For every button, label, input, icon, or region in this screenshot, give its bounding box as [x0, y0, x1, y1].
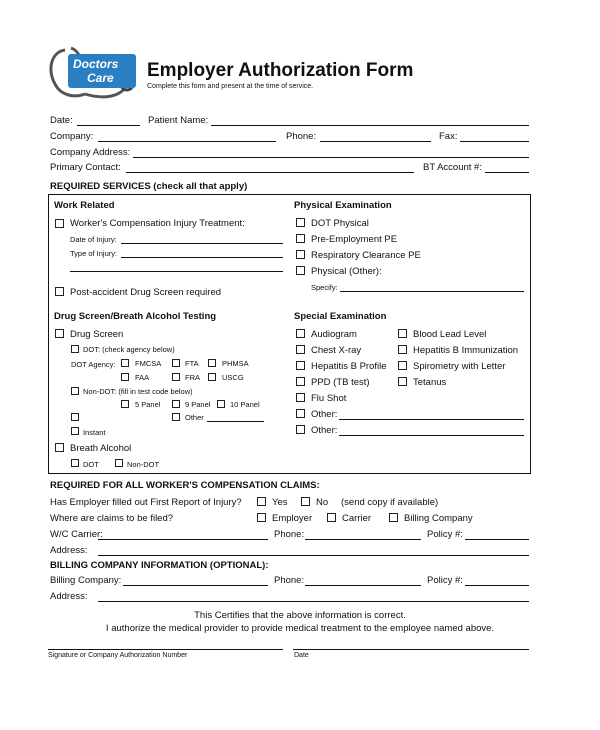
uscg-label: USCG: [222, 373, 244, 382]
physical-other-checkbox[interactable]: [296, 266, 305, 275]
non-dot-checkbox[interactable]: [71, 387, 79, 395]
phmsa-label: PHMSA: [222, 359, 249, 368]
10-panel-checkbox[interactable]: [217, 400, 225, 408]
company-address-field[interactable]: [133, 157, 529, 158]
company-address-label: Company Address:: [50, 147, 131, 158]
5-panel-checkbox[interactable]: [121, 400, 129, 408]
injury-extra-field[interactable]: [70, 271, 283, 272]
signature-date-field[interactable]: [293, 649, 529, 650]
special-other-2-field[interactable]: [339, 435, 524, 436]
fra-checkbox[interactable]: [172, 373, 180, 381]
billing-address-label: Address:: [50, 591, 88, 602]
instant-label: Instant: [83, 428, 106, 437]
filed-employer-checkbox[interactable]: [257, 513, 266, 522]
drug-screen-label: Drug Screen: [70, 329, 124, 340]
faa-label: FAA: [135, 373, 150, 382]
ba-non-dot-checkbox[interactable]: [115, 459, 123, 467]
phone-label: Phone:: [286, 131, 317, 142]
signature-label: Signature or Company Authorization Number: [48, 652, 188, 659]
work-related-heading: Work Related: [54, 200, 115, 211]
10-panel-label: 10 Panel: [230, 400, 260, 409]
signature-date-label: Date: [294, 652, 309, 659]
billing-policy-label: Policy #:: [427, 575, 463, 586]
special-other-1-field[interactable]: [339, 419, 524, 420]
dot-physical-checkbox[interactable]: [296, 218, 305, 227]
special-other-1-label: Other:: [311, 409, 338, 420]
uscg-checkbox[interactable]: [208, 373, 216, 381]
post-accident-label: Post-accident Drug Screen required: [70, 287, 222, 298]
comp-injury-checkbox[interactable]: [55, 219, 64, 228]
spirometry-label: Spirometry with Letter: [413, 361, 506, 372]
wc-phone-label: Phone:: [274, 529, 305, 540]
primary-contact-label: Primary Contact:: [50, 162, 121, 173]
tetanus-label: Tetanus: [413, 377, 447, 388]
instant-blank-checkbox[interactable]: [71, 413, 79, 421]
panel-other-field[interactable]: [207, 421, 264, 422]
respiratory-clearance-label: Respiratory Clearance PE: [311, 250, 421, 261]
hep-b-immunization-checkbox[interactable]: [398, 345, 407, 354]
logo-line2: Care: [87, 71, 114, 85]
wc-policy-label: Policy #:: [427, 529, 463, 540]
respiratory-clearance-checkbox[interactable]: [296, 250, 305, 259]
fmcsa-label: FMCSA: [135, 359, 162, 368]
chest-xray-label: Chest X-ray: [311, 345, 362, 356]
date-of-injury-field[interactable]: [121, 243, 283, 244]
wc-phone-field[interactable]: [305, 539, 421, 540]
flu-shot-checkbox[interactable]: [296, 393, 305, 402]
non-dot-label: Non-DOT: (fill in test code below): [83, 387, 193, 396]
signature-field[interactable]: [48, 649, 283, 650]
fta-label: FTA: [185, 359, 199, 368]
fra-label: FRA: [185, 373, 200, 382]
billing-heading: BILLING COMPANY INFORMATION (OPTIONAL):: [50, 560, 269, 571]
ba-dot-checkbox[interactable]: [71, 459, 79, 467]
first-report-yes-checkbox[interactable]: [257, 497, 266, 506]
fta-checkbox[interactable]: [172, 359, 180, 367]
type-of-injury-field[interactable]: [121, 257, 283, 258]
specify-field[interactable]: [340, 291, 524, 292]
filed-carrier-label: Carrier: [342, 513, 372, 524]
pre-employment-pe-label: Pre-Employment PE: [311, 234, 398, 245]
faa-checkbox[interactable]: [121, 373, 129, 381]
filed-employer-label: Employer: [272, 513, 313, 524]
billing-company-label: Billing Company:: [50, 575, 122, 586]
physical-other-label: Physical (Other):: [311, 266, 382, 277]
fax-label: Fax:: [439, 131, 458, 142]
first-report-no-label: No: [316, 497, 329, 508]
post-accident-checkbox[interactable]: [55, 287, 64, 296]
date-label: Date:: [50, 115, 73, 126]
company-label: Company:: [50, 131, 94, 142]
breath-alcohol-checkbox[interactable]: [55, 443, 64, 452]
phone-field[interactable]: [320, 141, 431, 142]
audiogram-label: Audiogram: [311, 329, 357, 340]
special-exam-heading: Special Examination: [294, 311, 387, 322]
patient-name-field[interactable]: [211, 125, 529, 126]
9-panel-label: 9 Panel: [185, 400, 211, 409]
flu-shot-label: Flu Shot: [311, 393, 347, 404]
ba-dot-label: DOT: [83, 460, 99, 469]
drug-screen-heading: Drug Screen/Breath Alcohol Testing: [54, 311, 217, 322]
logo-line1: Doctors: [73, 57, 119, 71]
physical-exam-heading: Physical Examination: [294, 200, 392, 211]
where-filed-label: Where are claims to be filed?: [50, 513, 174, 524]
breath-alcohol-label: Breath Alcohol: [70, 443, 132, 454]
company-field[interactable]: [98, 141, 276, 142]
dot-check-label: DOT: (check agency below): [83, 345, 175, 354]
bt-account-field[interactable]: [485, 172, 529, 173]
hep-b-profile-checkbox[interactable]: [296, 361, 305, 370]
5-panel-label: 5 Panel: [135, 400, 161, 409]
hep-b-immunization-label: Hepatitis B Immunization: [413, 345, 519, 356]
ba-non-dot-label: Non-DOT: [127, 460, 160, 469]
bt-account-label: BT Account #:: [423, 162, 482, 173]
wc-policy-field[interactable]: [465, 539, 529, 540]
filed-billing-company-checkbox[interactable]: [389, 513, 398, 522]
wc-carrier-label: W/C Carrier:: [50, 529, 103, 540]
pre-employment-pe-checkbox[interactable]: [296, 234, 305, 243]
first-report-yes-label: Yes: [272, 497, 288, 508]
primary-contact-field[interactable]: [126, 172, 414, 173]
wc-address-label: Address:: [50, 545, 88, 556]
type-of-injury-label: Type of Injury:: [70, 249, 118, 258]
filed-carrier-checkbox[interactable]: [327, 513, 336, 522]
blood-lead-label: Blood Lead Level: [413, 329, 487, 340]
tetanus-checkbox[interactable]: [398, 377, 407, 386]
hep-b-profile-label: Hepatitis B Profile: [311, 361, 387, 372]
specify-label: Specify:: [311, 283, 338, 292]
special-other-2-checkbox[interactable]: [296, 425, 305, 434]
instant-checkbox[interactable]: [71, 427, 79, 435]
blood-lead-checkbox[interactable]: [398, 329, 407, 338]
billing-phone-field[interactable]: [305, 585, 421, 586]
patient-name-label: Patient Name:: [148, 115, 209, 126]
billing-phone-label: Phone:: [274, 575, 305, 586]
first-report-label: Has Employer filled out First Report of Injury?: [50, 497, 242, 508]
filed-billing-company-label: Billing Company: [404, 513, 473, 524]
fax-field[interactable]: [460, 141, 529, 142]
comp-injury-label: Worker's Compensation Injury Treatment:: [70, 218, 245, 229]
billing-company-field[interactable]: [123, 585, 268, 586]
panel-other-label: Other: [185, 413, 204, 422]
dot-agency-checkbox[interactable]: [71, 345, 79, 353]
date-field[interactable]: [77, 125, 140, 126]
audiogram-checkbox[interactable]: [296, 329, 305, 338]
page-title: Employer Authorization Form: [147, 60, 414, 81]
logo: [45, 44, 145, 102]
ppd-label: PPD (TB test): [311, 377, 370, 388]
drug-screen-checkbox[interactable]: [55, 329, 64, 338]
special-other-1-checkbox[interactable]: [296, 409, 305, 418]
chest-xray-checkbox[interactable]: [296, 345, 305, 354]
page-subtitle: Complete this form and present at the time of service.: [147, 83, 314, 90]
phmsa-checkbox[interactable]: [208, 359, 216, 367]
wc-carrier-field[interactable]: [98, 539, 268, 540]
wc-address-field[interactable]: [98, 555, 529, 556]
send-copy-note: (send copy if available): [341, 497, 439, 508]
dot-physical-label: DOT Physical: [311, 218, 369, 229]
fmcsa-checkbox[interactable]: [121, 359, 129, 367]
required-services-heading: REQUIRED SERVICES (check all that apply): [50, 181, 248, 192]
certify-line-2: I authorize the medical provider to provide medical treatment to the employee named above.: [105, 623, 495, 634]
claims-heading: REQUIRED FOR ALL WORKER'S COMPENSATION CLAIMS:: [50, 480, 320, 491]
first-report-no-checkbox[interactable]: [301, 497, 310, 506]
billing-policy-field[interactable]: [465, 585, 529, 586]
certify-line-1: This Certifies that the above information is correct.: [194, 610, 406, 621]
special-other-2-label: Other:: [311, 425, 338, 436]
9-panel-checkbox[interactable]: [172, 400, 180, 408]
spirometry-checkbox[interactable]: [398, 361, 407, 370]
billing-address-field[interactable]: [98, 601, 529, 602]
date-of-injury-label: Date of Injury:: [70, 235, 117, 244]
dot-agency-label: DOT Agency:: [71, 360, 116, 369]
panel-other-checkbox[interactable]: [172, 413, 180, 421]
ppd-checkbox[interactable]: [296, 377, 305, 386]
